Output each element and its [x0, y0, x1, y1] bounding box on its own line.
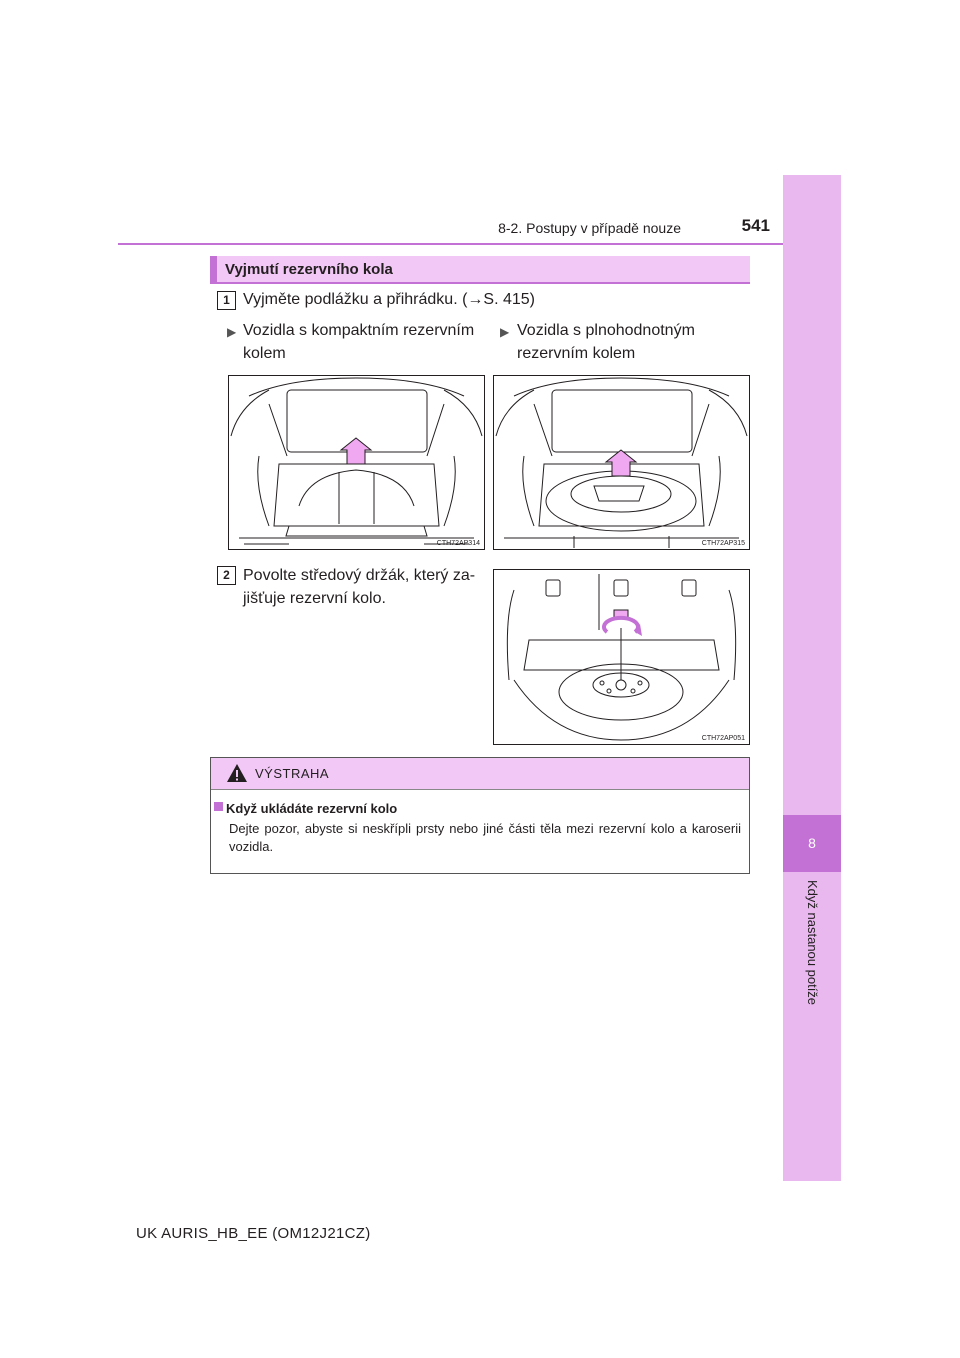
section-title: 8-2. Postupy v případě nouze	[498, 220, 681, 236]
figure-code: CTH72AP051	[701, 735, 745, 742]
step-1-text: Vyjměte podlážku a přihrádku. (→S. 415)	[243, 291, 535, 308]
step-1-number: 1	[217, 291, 236, 310]
variant-compact-label-2: kolem	[243, 345, 286, 362]
step-2-text-line2: jišťuje rezervní kolo.	[243, 590, 386, 607]
figure-code: CTH72AP314	[436, 540, 480, 547]
variant-compact-label-1: Vozidla s kompaktním rezervním	[243, 322, 475, 339]
warning-bullet-icon	[214, 802, 223, 811]
variant-full-label-1: Vozidla s plnohodnotným	[517, 322, 695, 339]
trunk-compact-spare-figure	[228, 375, 485, 550]
warning-triangle-icon	[226, 763, 248, 783]
heading-title: Vyjmutí rezervního kola	[225, 261, 393, 278]
warning-body: Dejte pozor, abyste si neskřípli prsty nebo jiné části těla mezi rezervní kolo a karoserii vozidla.	[229, 821, 741, 854]
heading-accent	[210, 256, 217, 284]
step-2-number: 2	[217, 566, 236, 585]
figure-code: CTH72AP315	[701, 540, 745, 547]
header-rule	[118, 243, 841, 245]
variant-full-label-2: rezervním kolem	[517, 345, 636, 362]
triangle-bullet-icon: ▶	[227, 325, 237, 339]
spare-wheel-holder-figure	[493, 569, 750, 745]
chapter-name: Když nastanou potíže	[805, 880, 820, 1006]
page-number: 541	[741, 216, 770, 235]
warning-label: VÝSTRAHA	[255, 766, 330, 781]
warning-title: Když ukládáte rezervní kolo	[226, 801, 398, 816]
triangle-bullet-icon: ▶	[500, 325, 510, 339]
trunk-full-spare-figure	[493, 375, 750, 550]
step-2-text-line1: Povolte středový držák, který za-	[243, 567, 476, 584]
chapter-number: 8	[808, 835, 816, 851]
footer-code: UK AURIS_HB_EE (OM12J21CZ)	[136, 1225, 371, 1242]
